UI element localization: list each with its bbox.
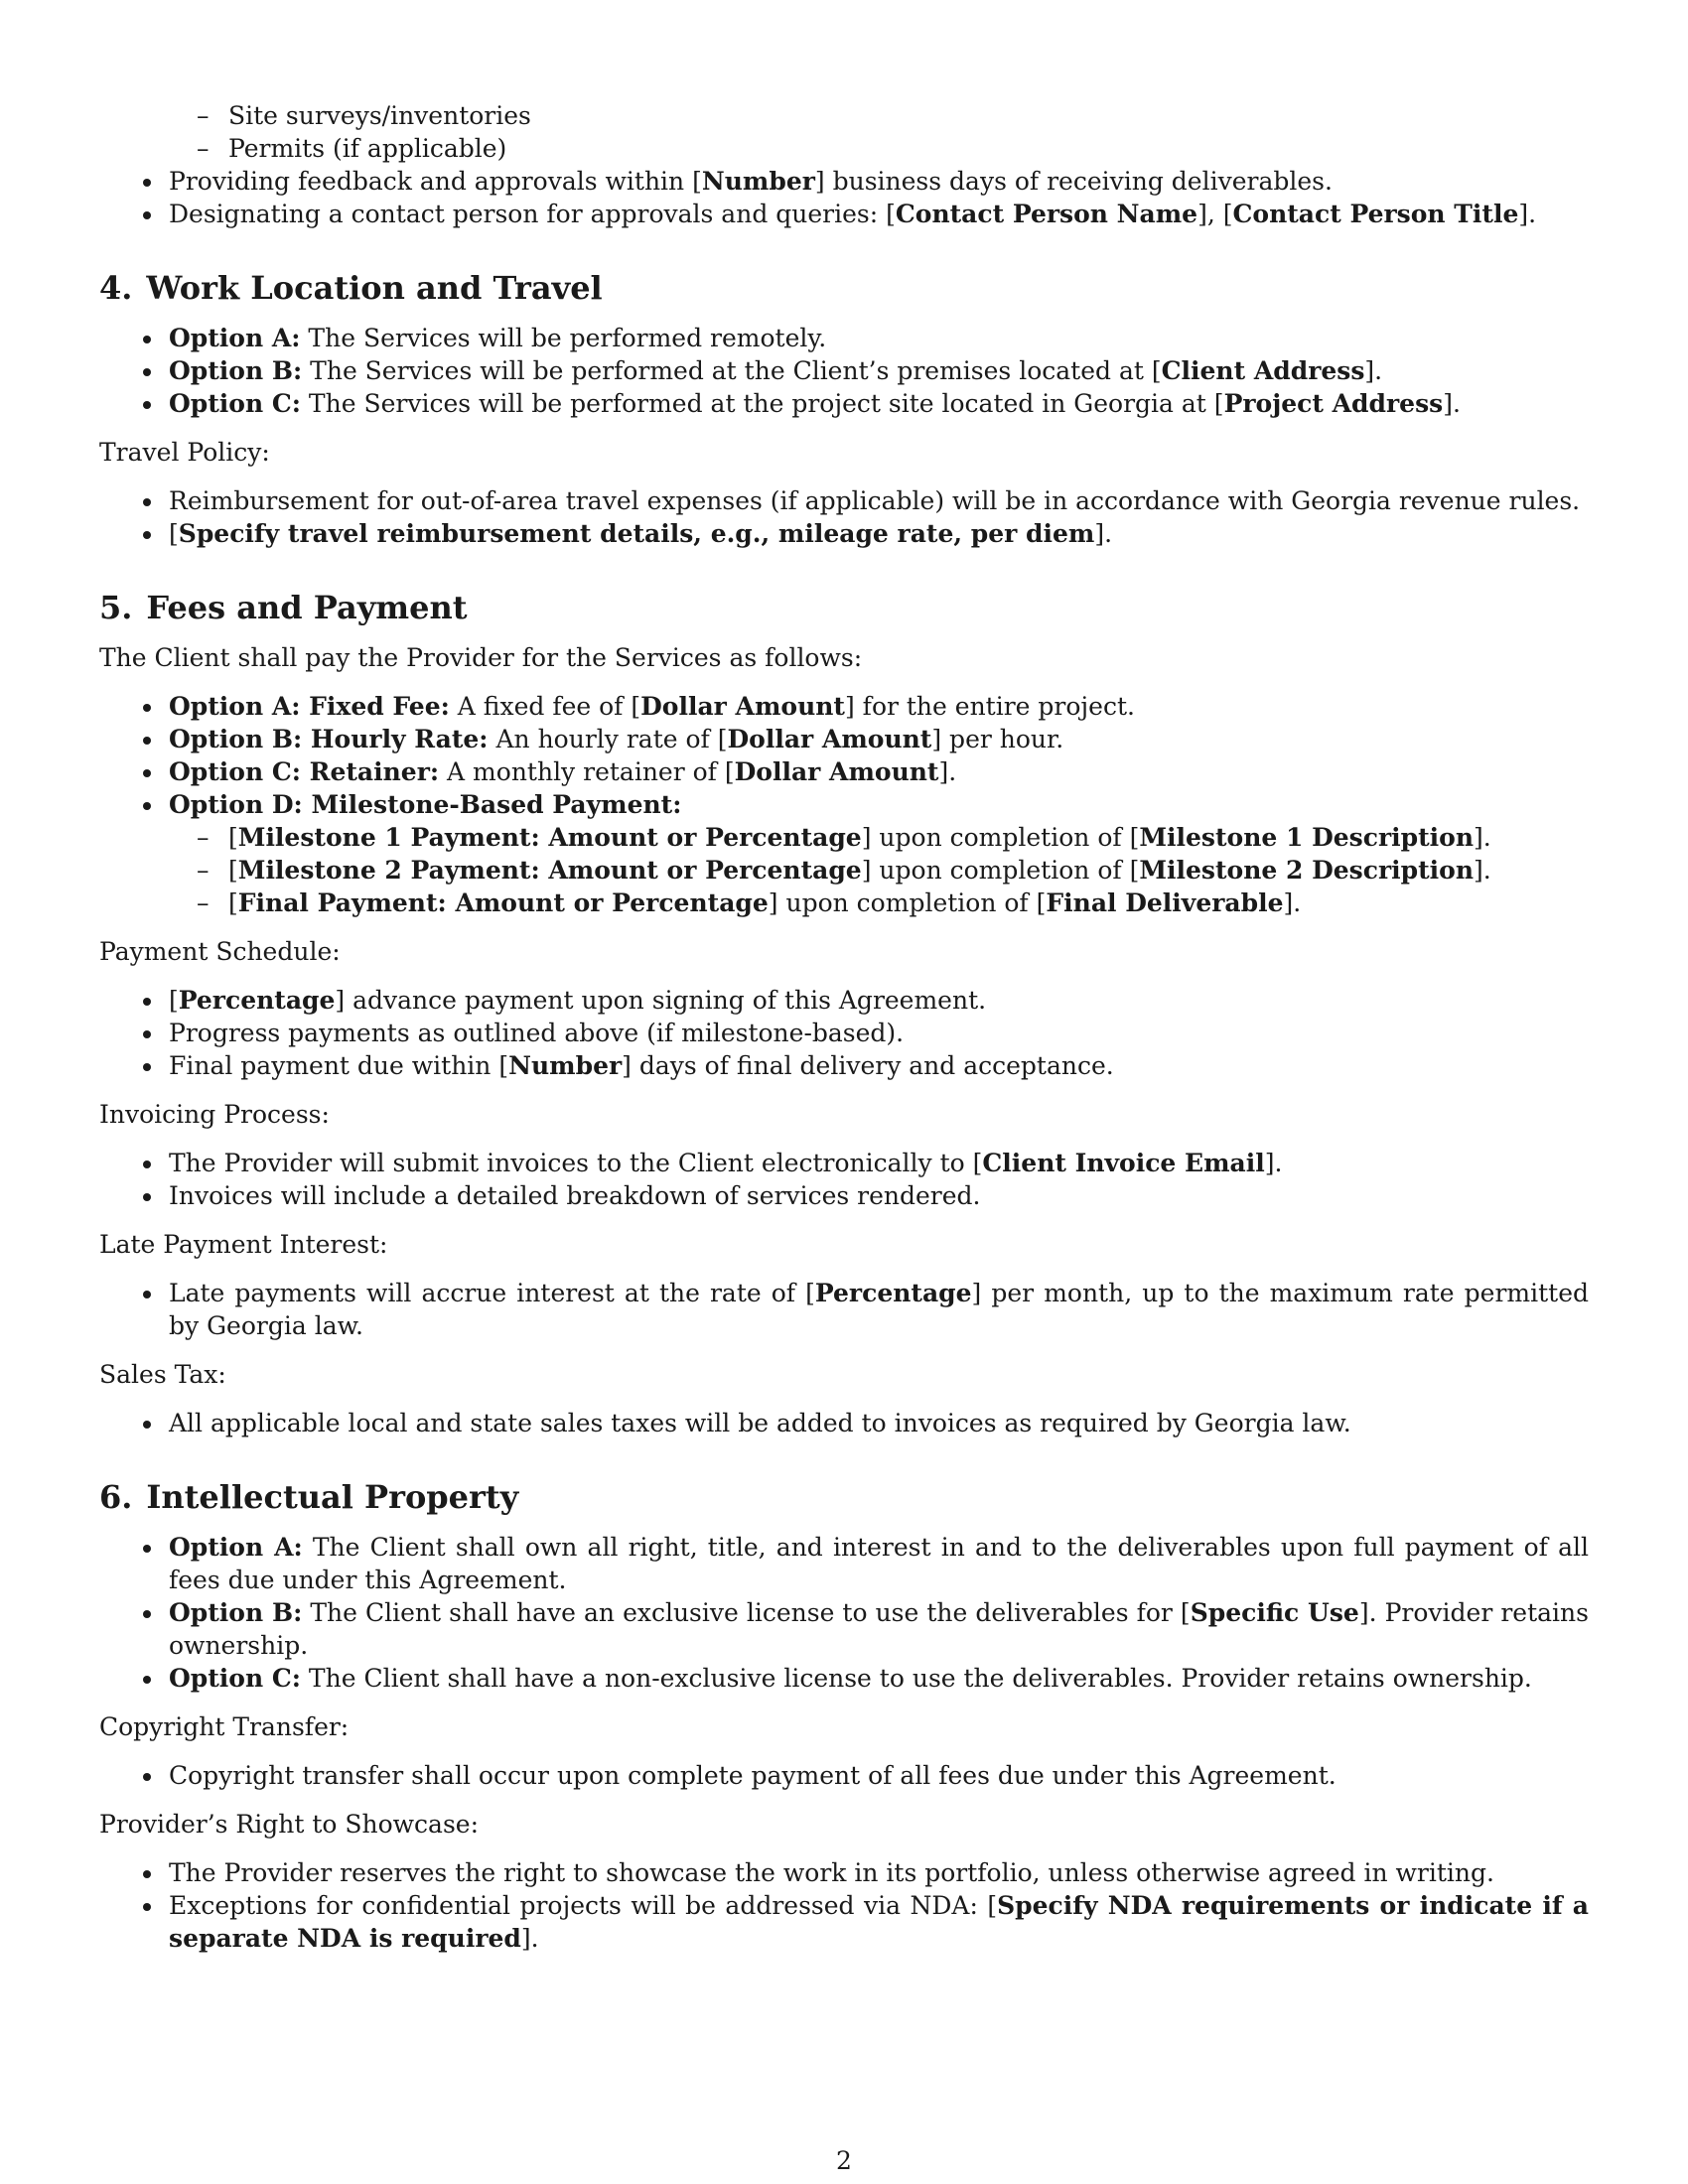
fee-options-list: [99, 690, 1589, 919]
text: Designating a contact person for approvals and queries: [: [169, 200, 896, 228]
placeholder-field: Project Address: [1223, 389, 1444, 418]
text: ] upon completion of [: [861, 856, 1140, 885]
text: [: [228, 888, 238, 917]
placeholder-field: Milestone 1 Payment: Amount or Percentage: [237, 823, 862, 852]
text: All applicable local and state sales taxes will be added to invoices as required by Georgia law.: [169, 1409, 1351, 1437]
text: [: [169, 519, 179, 548]
section-title: Work Location and Travel: [146, 269, 603, 307]
list-item-text: Site surveys/inventories: [228, 101, 531, 130]
option-label: Option A: Fixed Fee:: [169, 692, 450, 721]
text: ] advance payment upon signing of this Agreement.: [335, 986, 987, 1015]
list-item: [99, 1277, 1589, 1342]
list-item: [99, 1407, 1589, 1439]
list-item-text: Permits (if applicable): [228, 134, 507, 163]
text: The Client shall have an exclusive license to use the deliverables for [: [302, 1598, 1191, 1627]
fees-intro: The Client shall pay the Provider for the Services as follows:: [99, 643, 863, 672]
list-item: [169, 854, 1589, 887]
list-item: [99, 690, 1589, 723]
text: ] business days of receiving deliverables.: [814, 167, 1333, 196]
text: ] for the entire project.: [844, 692, 1135, 721]
list-item: [99, 132, 1589, 165]
placeholder-field: Milestone 1 Description: [1139, 823, 1475, 852]
section-number: 6.: [99, 1478, 133, 1516]
placeholder-field: Milestone 2 Payment: Amount or Percentage: [237, 856, 862, 885]
text: Exceptions for confidential projects will be addressed via NDA: [: [169, 1891, 998, 1920]
placeholder-field: Specify travel reimbursement details, e.g., mileage rate, per diem: [178, 519, 1095, 548]
text: Final payment due within [: [169, 1051, 509, 1080]
list-item: [99, 1856, 1589, 1889]
list-item: [99, 517, 1589, 550]
section-heading-fees: [99, 588, 1589, 627]
list-item: [99, 788, 1589, 919]
list-item: [99, 198, 1589, 230]
text: ].: [1283, 888, 1302, 917]
text: A monthly retainer of [: [439, 757, 735, 786]
page-number: 2: [836, 2146, 852, 2175]
text: Providing feedback and approvals within [: [169, 167, 702, 196]
copyright-list: [99, 1759, 1589, 1792]
showcase-list: [99, 1856, 1589, 1955]
text: An hourly rate of [: [488, 725, 728, 753]
section-number: 4.: [99, 269, 133, 307]
section-heading-work-location: [99, 268, 1589, 308]
placeholder-field: Final Deliverable: [1046, 888, 1284, 917]
placeholder-field: Milestone 2 Description: [1139, 856, 1475, 885]
page-content: [99, 99, 1589, 1955]
text: ] days of final delivery and acceptance.: [622, 1051, 1114, 1080]
sales-tax-list: [99, 1407, 1589, 1439]
subheading-payment-schedule: Payment Schedule:: [99, 937, 341, 966]
text: Reimbursement for out-of-area travel expenses (if applicable) will be in accordance with Georgia revenue rules.: [169, 486, 1581, 515]
text: ] per hour.: [931, 725, 1064, 753]
milestone-list: [169, 821, 1589, 919]
option-label: Option C:: [169, 1664, 301, 1693]
text: ].: [1474, 856, 1491, 885]
list-item: [99, 1049, 1589, 1082]
list-item: [169, 821, 1589, 854]
list-item: [99, 1531, 1589, 1596]
option-label: Option A:: [169, 324, 301, 352]
list-item: [99, 755, 1589, 788]
list-item: [99, 1596, 1589, 1662]
option-label: Option B:: [169, 1598, 303, 1627]
text: The Client shall own all right, title, and interest in and to the deliverables upon full payment of all fees due under this Agreement.: [169, 1533, 1589, 1594]
text: [: [228, 823, 238, 852]
text: A fixed fee of [: [449, 692, 641, 721]
placeholder-field: Client Address: [1161, 356, 1365, 385]
text: The Client shall have a non-exclusive license to use the deliverables. Provider retains ownership.: [300, 1664, 1532, 1693]
section-number: 5.: [99, 589, 133, 626]
text: [: [228, 856, 238, 885]
list-item: [99, 484, 1589, 517]
text: Late payments will accrue interest at the rate of [: [169, 1279, 815, 1307]
option-label: Option A:: [169, 1533, 303, 1562]
late-payment-list: [99, 1277, 1589, 1342]
list-item: [99, 1759, 1589, 1792]
text: ].: [1518, 200, 1537, 228]
placeholder-field: Dollar Amount: [727, 725, 932, 753]
list-item: [99, 354, 1589, 387]
list-item: [99, 322, 1589, 354]
placeholder-field: Dollar Amount: [640, 692, 845, 721]
text: Progress payments as outlined above (if milestone-based).: [169, 1019, 905, 1047]
section-heading-intellectual-property: [99, 1477, 1589, 1517]
ip-options-list: [99, 1531, 1589, 1695]
list-item: [99, 1147, 1589, 1179]
text: ].: [1474, 823, 1491, 852]
work-location-options: [99, 322, 1589, 420]
list-item: [99, 1662, 1589, 1695]
list-item: [99, 165, 1589, 198]
text: The Services will be performed at the project site located in Georgia at [: [300, 389, 1224, 418]
text: ].: [1094, 519, 1113, 548]
list-item: [99, 387, 1589, 420]
text: The Services will be performed at the Client’s premises located at [: [302, 356, 1162, 385]
text: ], [: [1197, 200, 1233, 228]
list-item: [99, 1889, 1589, 1955]
placeholder-field: Percentage: [178, 986, 336, 1015]
subheading-showcase: Provider’s Right to Showcase:: [99, 1810, 480, 1839]
placeholder-field: Contact Person Title: [1232, 200, 1519, 228]
list-item: [99, 99, 1589, 132]
text: ].: [1264, 1149, 1283, 1177]
text: ] per month, up to the maximum rate permitted by Georgia law.: [169, 1279, 1590, 1340]
list-item: [99, 1017, 1589, 1049]
list-item: [99, 1179, 1589, 1212]
text: The Provider will submit invoices to the Client electronically to [: [169, 1149, 983, 1177]
option-label: Option C:: [169, 389, 301, 418]
text: ].: [1364, 356, 1383, 385]
subheading-copyright-transfer: Copyright Transfer:: [99, 1712, 350, 1741]
placeholder-field: Dollar Amount: [734, 757, 939, 786]
placeholder-field: Final Payment: Amount or Percentage: [237, 888, 769, 917]
list-item: [99, 723, 1589, 755]
option-label: Option B:: [169, 356, 303, 385]
placeholder-field: Specify NDA requirements or indicate if a separate NDA is required: [169, 1891, 1589, 1953]
subheading-invoicing: Invoicing Process:: [99, 1100, 330, 1129]
subheading-travel-policy: Travel Policy:: [99, 438, 270, 467]
continued-list: [99, 165, 1589, 230]
text: ].: [520, 1924, 539, 1953]
section-title: Intellectual Property: [146, 1478, 519, 1516]
list-item: [99, 984, 1589, 1017]
placeholder-field: Percentage: [814, 1279, 972, 1307]
option-label: Option C: Retainer:: [169, 757, 440, 786]
text: ].: [938, 757, 957, 786]
placeholder-field: Client Invoice Email: [982, 1149, 1265, 1177]
continued-sub-list: [99, 99, 1589, 165]
placeholder-field: Contact Person Name: [895, 200, 1198, 228]
section-title: Fees and Payment: [146, 589, 468, 626]
option-label: Option B: Hourly Rate:: [169, 725, 489, 753]
text: ]. Provider retains ownership.: [169, 1598, 1589, 1660]
payment-schedule-list: [99, 984, 1589, 1082]
subheading-sales-tax: Sales Tax:: [99, 1360, 226, 1389]
text: [: [169, 986, 179, 1015]
invoicing-list: [99, 1147, 1589, 1212]
list-item: [169, 887, 1589, 919]
text: Invoices will include a detailed breakdown of services rendered.: [169, 1181, 981, 1210]
subheading-late-payment: Late Payment Interest:: [99, 1230, 388, 1259]
text: ].: [1443, 389, 1461, 418]
text: Copyright transfer shall occur upon complete payment of all fees due under this Agreement.: [169, 1761, 1336, 1790]
text: The Services will be performed remotely.: [300, 324, 827, 352]
text: ] upon completion of [: [861, 823, 1140, 852]
text: The Provider reserves the right to showcase the work in its portfolio, unless otherwise agreed in writing.: [169, 1858, 1494, 1887]
placeholder-field: Number: [701, 167, 815, 196]
text: ] upon completion of [: [768, 888, 1047, 917]
placeholder-field: Specific Use: [1190, 1598, 1359, 1627]
travel-policy-list: [99, 484, 1589, 550]
placeholder-field: Number: [508, 1051, 623, 1080]
option-label: Option D: Milestone-Based Payment:: [169, 790, 682, 819]
